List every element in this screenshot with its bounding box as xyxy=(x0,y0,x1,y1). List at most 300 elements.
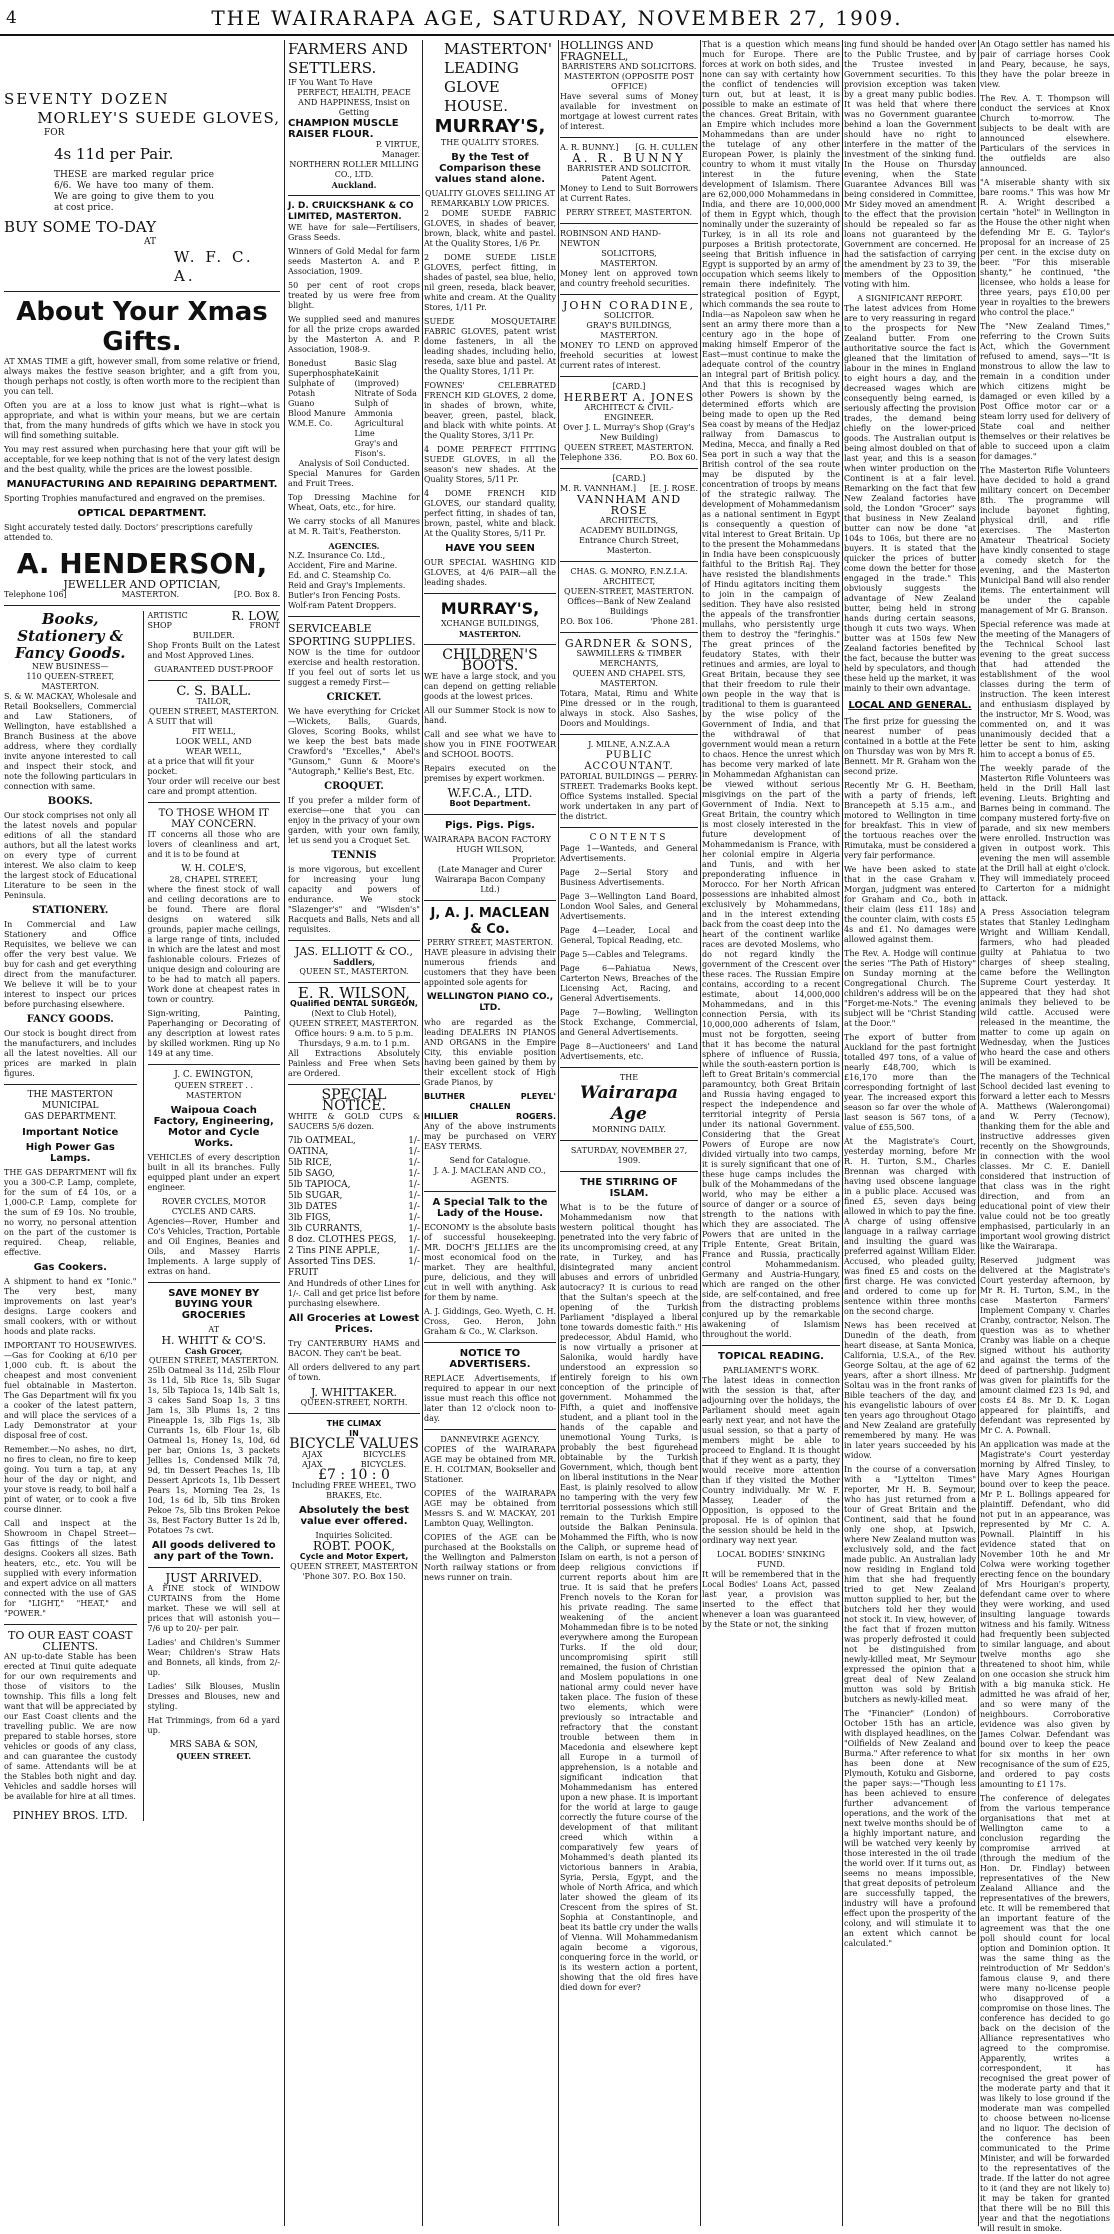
ball-addr: QUEEN STREET, MASTERTON. xyxy=(148,707,279,716)
morley-line2: MORLEY'S SUEDE GLOVES, xyxy=(37,109,280,127)
special-item xyxy=(288,1180,420,1191)
special-item xyxy=(288,1169,420,1180)
sinking-body-cont: ing fund should be handed over to the Public Trustee, and by the Trustee invested in Government securities. To this provision exception was taken by a great many public bodies. It was held that where there was no Government guarantee behind a loan the Government should have no right to interfere in the matter of the investment of the sinking fund. In the House on Thursday evening, when the State Guarantee Advances Bill was being considered in Committee, Mr Sidey moved an amendment to the effect that the provision should be repealed so far as loans not guaranteed by the Government are concerned. He had the satisfaction of carrying the amendment by 23 to 39, the members of the Opposition voting with him. xyxy=(844,40,976,289)
xmas-ad xyxy=(4,297,280,600)
glove-h1: MASTERTON' xyxy=(444,40,553,58)
special-item-name: 3lb FIGS, xyxy=(288,1213,331,1223)
parliament-body: The latest ideas in connection with the session is that, after adjourning over the holidays, the Parliament should meet again early next year, and not have the usual session, so that a party of members might be able to proceed to England. It is thought that if they went as a party, they would receive more attention than if they visited the Mother Country individually. Mr W. F. Massey, Leader of the Opposition, is opposed to the proposal. He is of opinion that the session should be held in the ordinary way next year. xyxy=(702,1376,840,1545)
column-1 xyxy=(4,40,280,2226)
fancy-body: Our stock is bought direct from the manufacturers, and includes all the latest novelties. All our prices are marked in plain figures. xyxy=(4,1029,137,1078)
boots-heading: CHILDREN'S BOOTS. xyxy=(442,647,538,674)
glove-seen: HAVE YOU SEEN xyxy=(445,543,535,554)
boots-name: W.F.C.A., LTD. xyxy=(447,786,533,800)
gas-call: Call and inspect at the Showroom in Chapel Street—Gas fittings of the latest designs. Cookers all sizes. Bath heaters, etc., etc. You will be supplied with every information and expert advice on all matters connected with the use of GAS for "LIGHT," "HEAT," and "POWER." xyxy=(4,1519,137,1618)
special-item-name: 3lb CURRANTS, xyxy=(288,1224,363,1234)
monro-phone: 'Phone 281. xyxy=(650,617,698,626)
pigs-name: HUGH WILSON, xyxy=(456,845,524,854)
special-item-price: 1/- xyxy=(408,1257,420,1267)
masthead2-the: THE xyxy=(619,1073,639,1082)
books-sub-body: Our stock comprises not only all the latest novels and popular editions of all the standard authors, but all the latest works on every type of current interest. We also claim to keep the largest stock of Educational Literature to be seen in the Peninsula. xyxy=(4,811,137,900)
local-item-13: The "New Zealand Times," referring to the Crown Suits Act, which the Government refused to amend, says—"It is monstrous to allow the law to remain in a condition under which citizens might be damaged or even killed by a Post Office motor car or a steam lorry used for delivery of State coal and neither themselves or their relatives be able to succeed upon a claim for damages." xyxy=(980,322,1110,461)
manures-left xyxy=(288,359,355,459)
manure-item: Blood Manure xyxy=(288,409,346,418)
jones-street: QUEEN STREET, MASTERTON. xyxy=(564,443,694,452)
local-item-16: The weekly parade of the Masterton Rifle Volunteers was held in the Drill Hall last evening. Lieuts. Brighting and Barnes being in command. The company mustered forty-five on parade, and six new members were enrolled. Instruction was given in outpost work. This evening the men will assemble at the Drill hall at eight o'clock. They will immediately proceed to Carterton for a midnight attack. xyxy=(980,764,1110,903)
special-footer3: Try CANTERBURY HAMS and BACON. They can't be beat. xyxy=(288,1339,420,1358)
column-6 xyxy=(844,40,976,2226)
local-item-21: The conference of delegates from the various temperance organisations that met at Wellington came to a conclusion regarding the compromise arrived at (through the medium of the Hon. Dr. Findlay) between representatives of the New Zealand Alliance and the representatives of the brewers, etc. It will be remembered that an important feature of the agreement was that the one poll should count for local option and Dominion option. It was the same thing as the reintroduction of Mr Seddon's famous clause 9, and there were many no-license people who disapproved of a compromise on those lines. The conference has decided to go back on the decision of the Alliance representatives who agreed to the compromise. Apparently, writes a correspondent, it has recognised the great power of the moderate party and that it was likely to lose ground if the moderate man was compelled to choose between no-license and no liquor. The decision of the conference has been communicated to the Prime Minister, and will be forwarded to the representatives of the trade. If the latter do not agree to it (and they are not likely to) it may be taken for granted that there will be no Bill this year and that the negotiations will result in smoke. xyxy=(980,1794,1110,2233)
books-heading: Books, Stationery & Fancy Goods. xyxy=(14,610,126,662)
boots-body1: WE have a large stock, and you can depend on getting reliable goods at the lowest prices. xyxy=(424,672,556,701)
special-item xyxy=(288,1158,420,1169)
morley-buy: BUY SOME TO-DAY xyxy=(4,218,157,236)
contents-item: Page 2—Serial Story and Business Advertisements. xyxy=(560,868,698,887)
morley-line3: FOR xyxy=(44,128,65,138)
manure-item: Agricultural Lime xyxy=(354,419,404,438)
xmas-body2: Often you are at a loss to know just what is right—what is appropriate, and what is within your means, but we are certain that, from the many hundreds of gifts which we have in stock you will find something suitable. xyxy=(4,401,280,440)
contents-list xyxy=(560,844,698,1062)
special-footer1: And Hundreds of other Lines for 1/-. Call and get price list before purchasing elsewhere. xyxy=(288,1279,420,1308)
local-item-1: The first prize for guessing the nearest number of peas contained in a bottle at the Fete on Thursday was won by Mrs R. Bennett. Mr R. Graham won the second prize. xyxy=(844,717,976,776)
stationery-body: In Commercial and Law Stationery and Office Requisites, we believe we can offer the very best value. We buy for cash and get everything direct from the manufacturer. We believe it will be to your interest to inspect our prices before purchasing elsewhere. xyxy=(4,920,137,1009)
newspaper-title: THE WAIRARAPA AGE, SATURDAY, NOVEMBER 27, 1909. xyxy=(211,6,903,30)
sporting-heading: SERVICEABLE SPORTING SUPPLIES. xyxy=(288,622,416,648)
contents-item: Page 6—Pahiatua News, Carterton News, Breaches of the Licensing Act, Racing, and General Advertisements. xyxy=(560,964,698,1003)
glove-item: 2 DOME SUEDE FABRIC GLOVES, in shades of beaver, brown, black, white and pastel. At the Quality Stores, 1/6 Pr. xyxy=(424,209,556,248)
cole-addr: 28, CHAPEL STREET, xyxy=(169,875,258,884)
ball-order: Your order will receive our best care and prompt attention. xyxy=(147,777,280,796)
coradine-name: JOHN CORADINE, xyxy=(562,299,696,312)
maclean-addr: PERRY STREET, MASTERTON. xyxy=(426,938,554,947)
morley-shop: W. F. C. A. xyxy=(174,248,254,285)
masthead2-name: Wairarapa Age xyxy=(580,1083,678,1124)
farmers-sig2: Manager. xyxy=(381,150,420,159)
local-item-6: At the Magistrate's Court, yesterday morning, before Mr R. H. Turton, S.M., Charles Brennan was charged with having used obscene language in a public place. Accused was fined £5, seven days being allowed in which to pay the fine. A charge of using offensive language in a railway carriage and insulting the guard was preferred against William Elder. Accused, who pleaded guilty, was fined £5 and costs on the first charge. He was convicted and ordered to come up for sentence within three months on the second charge. xyxy=(844,1137,976,1316)
climax-ajax2: AJAX xyxy=(302,1460,323,1469)
maclean-pleyel: PLEYEL' xyxy=(520,1092,556,1101)
wilson-name: E. R. WILSON, xyxy=(297,984,411,1002)
talk-body: ECONOMY is the absolute basis of successful housekeeping. MR. DOCH'S JELLIES are the most economical food on the market. They are healthful, pure, delicious, and they will cut in well with anything. Ask for them by name. xyxy=(424,1223,556,1302)
east-name: PINHEY BROS. LTD. xyxy=(12,1809,128,1822)
monro-name: CHAS. G. MONRO, F.N.Z.I.A. xyxy=(570,567,688,576)
advertisers-heading: NOTICE TO ADVERTISERS. xyxy=(449,1348,531,1370)
jones-name: HERBERT A. JONES xyxy=(563,391,695,404)
vannam-trade: ARCHITECTS, xyxy=(599,516,659,525)
special-item-price: 1/- xyxy=(408,1224,420,1234)
henderson-box: [P.O. Box 8. xyxy=(234,590,280,599)
pook-name: ROBT. POOK, xyxy=(312,1539,396,1553)
manures-right xyxy=(355,359,421,459)
morley-ad xyxy=(4,40,280,286)
local-item-18: The managers of the Technical School decided last evening to forward a letter each to Messrs A. Matthews (Walerongomai) and W. Perry (Tecnow), thanking them for the able and instructive addresses given recently on the Showgrounds, in connection with the wool classes. Mr C. E. Daniell considered that instruction of that class was in the right direction, and from an educational point of view their value could not be too greatly emphasised, particularly in an important wool growing district like the Wairarapa. xyxy=(980,1072,1110,1251)
climax-heading: BICYCLE VALUES xyxy=(289,1436,419,1452)
climax-bicycles1: BICYCLES xyxy=(362,1450,406,1459)
glove-item: 4 DOME PERFECT FITTING SUEDE GLOVES, in all the season's new shades. At the Quality Stores, 5/11 Pr. xyxy=(424,445,556,484)
optical-body: Sight accurately tested daily. Doctors' prescriptions carefully attended to. xyxy=(4,523,253,542)
monro-trade: ARCHITECT, xyxy=(602,577,656,586)
robinson-trade: SOLICITORS, xyxy=(601,249,657,258)
whittaker-name: J. WHITTAKER. xyxy=(310,1386,398,1399)
glove-h3: GLOVE xyxy=(444,78,500,96)
gas-h2: MUNICIPAL xyxy=(42,1101,99,1111)
morley-at: AT xyxy=(144,237,157,247)
column-rule xyxy=(978,40,979,2226)
talk-agents: A. J. Giddings, Geo. Wyeth, C. H. Cross, Geo. Heron, John Graham & Co., W. Clarkson. xyxy=(424,1307,556,1336)
climax-incl: Including FREE WHEEL, TWO BRAKES, Etc. xyxy=(291,1481,417,1500)
ball-look: LOOK WELL, AND xyxy=(175,737,252,746)
elliott-trade: Saddlers, xyxy=(333,957,375,967)
special-item-name: 7lb OATMEAL, xyxy=(288,1136,356,1146)
saba-heading: JUST ARRIVED. xyxy=(165,1571,263,1585)
special-items-list xyxy=(288,1136,420,1279)
special-item xyxy=(288,1136,420,1147)
cruickshank-body12: Butler's Iron Fencing Posts. xyxy=(288,591,401,600)
glove-test: By the Test of Comparison these values stand alone. xyxy=(434,152,545,185)
east-heading: TO OUR EAST COAST CLIENTS. xyxy=(7,1629,133,1653)
special-item xyxy=(288,1224,420,1235)
local-item-19: Reserved judgment was delivered at the Magistrate's Court yesterday afternoon, by Mr R. H. Turton, S.M., in the case Masterton Farmers' Implement Company v. Charles Cranby, contractor, Nelson. The question was as to whether Cranby was liable on a cheque signed without his authority and against the terms of the deed of partnership. Judgment was given for plaintiffs for the amount claimed £23 1s 9d, and costs £4 8s. Mr D. K. Logan appeared for plaintiffs, and defendant was represented by Mr C. A. Pownall. xyxy=(980,1256,1110,1435)
low-name: R. LOW, xyxy=(231,609,280,623)
contents-item: Page 5—Cables and Telegrams. xyxy=(560,950,688,959)
cruickshank-body11: Reid and Gray's Implements. xyxy=(288,581,406,590)
cruickshank-body4: We supplied seed and manures for all the prize crops awarded by the Masterton A. and P. Association, 1908-9. xyxy=(288,315,420,354)
gardner-name: GARDNER & SONS, xyxy=(564,637,694,650)
special-item-price: 1/- xyxy=(408,1191,420,1201)
column-5 xyxy=(702,40,840,2226)
low-artistic: ARTISTIC xyxy=(147,611,188,620)
column-1-right xyxy=(143,611,281,1821)
local-item-17: A Press Association telegram states that Stanley Ledingham Wright and William Kendall, farmers, who had pleaded guilty at Pahiatua to two charges of sheep stealing, came before the Wellington Supreme Court yesterday. It appeared that they had shot animals they believed to be wild cattle. Accused were released in the meantime, the matter to come up again on Wednesday, when the Justices who heard the case and others will be examined. xyxy=(980,908,1110,1067)
low-shop: SHOP xyxy=(147,621,172,630)
henderson-town: MASTERTON. xyxy=(121,590,180,599)
pigs-late: (Late Manager and Curer Wairarapa Bacon Company Ltd.) xyxy=(434,865,546,894)
boots-body3: Call and see what we have to show you in FINE FOOTWEAR and SCHOOL BOOTS. xyxy=(424,730,556,759)
wilson-body: All Extractions Absolutely Painless and Free when Sets are Ordered. xyxy=(288,1049,420,1078)
special-item xyxy=(288,1213,420,1224)
morley-line1: SEVENTY DOZEN xyxy=(4,90,170,108)
report-heading: A SIGNIFICANT REPORT. xyxy=(857,294,963,303)
cole-body3: Sign-writing, Painting, Paperhanging or Decorating of any description at lowest rates by skilled workmen. Ring up No 149 at any time. xyxy=(147,1009,280,1058)
whitt-addr: QUEEN STREET, MASTERTON. xyxy=(148,1356,279,1365)
morley-body: THESE are marked regular price 6/6. We have too many of them. We are going to give them to you at cost price. xyxy=(54,170,214,213)
maclean-agents: AGENTS. xyxy=(470,1176,510,1185)
local-item-8: In the course of a conversation with a "Lyttelton Times" reporter, Mr H. B. Seymour, who has just returned from a tour of Great Britain and the Continent, said that he found only one shop, at Ipswich, where New Zealand mutton was exclusively sold, and the fact made public. An Australian lady now residing in England told him that she had frequently tried to get New Zealand mutton supplied to her, but the butchers told her they would not stock it. In view, however, of the fact that if frozen mutton was properly defrosted it could not be distinguished from newly-killed meat, Mr Seymour expressed the opinion that a great deal of New Zealand mutton was sold by British butchers as newly-killed meat. xyxy=(844,1465,976,1704)
dannevirke-body2: COPIES of the WAIRARAPA AGE may be obtained from Messrs S. and W. MACKAY, 201 Lambton Quay, Wellington. xyxy=(424,1489,556,1528)
column-rule xyxy=(700,40,701,2226)
wilson-near: (Next to Club Hotel), xyxy=(311,1009,397,1018)
special-item-name: 5lb RICE, xyxy=(288,1158,332,1168)
pook-phone: 'Phone 307. P.O. Box 150. xyxy=(302,1572,406,1581)
special-item xyxy=(288,1147,420,1158)
hollings-name: HOLLINGS AND FRAGNELL, xyxy=(560,39,654,63)
special-item-price: 1/- xyxy=(408,1147,420,1157)
croquet-heading: CROQUET. xyxy=(324,781,384,792)
vannam-name: VANNHAM AND ROSE xyxy=(576,493,682,517)
contents-item: Page 7—Bowling, Wellington Stock Exchange, Commercial, and General Advertisements. xyxy=(560,1008,698,1037)
manure-item: Sulphate of Potash xyxy=(288,379,335,398)
saba-name: MRS SABA & SON, xyxy=(169,1740,258,1750)
henderson-tel: Telephone 106] xyxy=(4,590,67,599)
maclean-name: J, A. J. MACLEAN & Co. xyxy=(430,906,550,937)
climax-ajax1: AJAX xyxy=(302,1450,323,1459)
milne-trade: PUBLIC ACCOUNTANT. xyxy=(584,750,674,772)
special-item-price: 1/- xyxy=(408,1180,420,1190)
parliament-heading: PARLIAMENT'S WORK. xyxy=(722,1366,820,1375)
column-4 xyxy=(560,40,698,2226)
gas-cookers-heading: Gas Cookers. xyxy=(33,1262,107,1273)
manure-item: W.M.E. Co. xyxy=(288,419,333,428)
farmers-product: CHAMPION MUSCLE RAISER FLOUR. xyxy=(288,118,399,140)
cricket-heading: CRICKET. xyxy=(326,692,382,703)
glove-murray: MURRAY'S, xyxy=(434,116,546,137)
ball-suit: A SUIT that will xyxy=(147,717,213,726)
local-item-10: An Otago settler has named his pair of carriage horses Cook and Peary, because, he says, they have the polar breeze in view. xyxy=(980,40,1110,89)
optical-heading: OPTICAL DEPARTMENT. xyxy=(77,508,207,519)
page-number: 4 xyxy=(6,8,17,28)
pigs-trade: Proprietor. xyxy=(512,855,556,864)
contents-heading: CONTENTS xyxy=(589,833,669,843)
ewington-body3: Agencies—Rover, Humber and Co's Vehicles, Traction, Portable and Oil Engines, Beanies and Oils, and Massey Harris Implements. A large supply of extras on hand. xyxy=(147,1217,280,1276)
local-item-4: The Rev. A. Hodge will continue the series "The Path of History" on Sunday morning at the Congregational Church. The children's address will be on the "Forget-me-Nots." The evening subject will be "Christ Standing at the Door." xyxy=(844,949,976,1028)
islam-heading: THE STIRRING OF ISLAM. xyxy=(580,1177,678,1199)
monro-offices: Offices—Bank of New Zealand Buildings xyxy=(567,597,691,616)
cruickshank-body1: WE have for sale—Fertilisers, Grass Seeds. xyxy=(288,223,420,242)
milne-body: PATORIAL BUILDINGS — PERRY-STREET. Trademarks Books kept. Office Systems installed. Special work undertaken in any part of the district. xyxy=(560,772,698,821)
maclean-hillier: HILLIER xyxy=(424,1112,459,1121)
maclean-sig: J. A. J. MACLEAN AND CO., xyxy=(434,1166,546,1175)
special-item-name: 2 Tins PINE APPLE, xyxy=(288,1246,380,1256)
farmers-sig1: P. VIRTUE, xyxy=(375,140,420,149)
xmas-body1: AT XMAS TIME a gift, however small, from some relative or friend, always makes the festive season brighter, and a gift from you, though perhaps not costly, is often worth more to the recipient than you can tell. xyxy=(4,357,280,396)
gas-important: IMPORTANT TO HOUSEWIVES.—Gas for Cooking at 6/10 per 1,000 cub. ft. is about the cheapest and most convenient fuel obtainable in Masterton. The Gas Department will fix you a cooker of the latest pattern, and will place the services of a Lady Demonstrator at your disposal free of cost. xyxy=(4,1341,137,1440)
special-item-name: 5lb SUGAR, xyxy=(288,1191,343,1201)
glove-stores: THE QUALITY STORES. xyxy=(440,138,540,147)
masthead xyxy=(0,0,1114,36)
boots-body4: Repairs executed on the premises by expert workmen. xyxy=(424,764,556,783)
elliott-addr: QUEEN ST., MASTERTON. xyxy=(299,967,409,976)
cruickshank-body5: Analysis of Soil Conducted. xyxy=(298,459,410,468)
contents-item: Page 3—Wellington Land Board, London Wool Sales, and General Advertisements. xyxy=(560,892,698,921)
cruickshank-body13: Wolf-ram Patent Droppers. xyxy=(288,601,397,610)
bunny-left: A. R. BUNNY.] xyxy=(560,143,619,152)
special-item-price: 1/- xyxy=(408,1235,420,1245)
climax-price: £7 : 10 : 0 xyxy=(318,1467,390,1483)
bunny-addr: PERRY STREET, MASTERTON. xyxy=(565,208,693,217)
farmers-co: NORTHERN ROLLER MILLING CO., LTD. xyxy=(289,160,419,179)
maclean-challen: CHALLEN xyxy=(469,1102,511,1111)
special-item xyxy=(288,1246,420,1257)
boots-dept: Boot Department. xyxy=(449,799,531,808)
dannevirke-heading: DANNEVIRKE AGENCY. xyxy=(440,1435,540,1444)
column-rule xyxy=(842,40,843,2226)
cruickshank-body2: Winners of Gold Medal for farm seeds Masterton A. and P. Association, 1909. xyxy=(288,247,420,276)
books-addr: 110 QUEEN-STREET, MASTERTON. xyxy=(26,672,115,691)
special-body: WHITE & GOLD CUPS & SAUCERS 5/6 dozen. xyxy=(288,1112,420,1131)
boots-body2: All our Summer Stock is now to hand. xyxy=(424,706,556,725)
manure-item: Gray's and Fison's. xyxy=(354,439,398,458)
cruickshank-body7: Top Dressing Machine for Wheat, Oats, etc., for hire. xyxy=(288,493,420,512)
glove-h4: HOUSE. xyxy=(444,97,509,115)
milne-name: J. MILNE, A.N.Z.A.A xyxy=(588,740,670,749)
pook-addr: QUEEN STREET, MASTERTON xyxy=(290,1562,418,1571)
islam-p2: That is a question which means much for Europe. There are forces at work on both sides, and none can say with certainty how the conflict of tendencies will turn out, but at least, it is possible to make an estimate of the chances. Great Britain, with an Empire which includes more Mohammedans than are under the tutelage of any other European Power, is plainly the country to whom it must vitally interest in the future development of Islamism. There are 62,000,000 Mohammedans in India, and there are 10,000,000 of them in Egypt which, though nominally under the suzerainty of Turkey, is in all its role and purposes a British protectorate, seeing that British influence in Egypt is supported by an army of occupation which seems likely to remain there indefinitely. The strategical position of Egypt, which commands the sea route to India—as Napoleon saw when he sent an army there more than a century ago in the hope of making himself Emperor of the East—must continue to make the adequate control of the country an integral part of British policy. And that this is recognised by other Powers is shown by the determined efforts which are being made to open up the Red Sea coast by means of the Hedjaz railway from Damascus to Medina, Mecca, and finally a Red Sea port in such a way that the British control of the sea route may be disputed by the concentration of troops by means of the strategic railway. The development of Mohammedanism as a national sentiment in Egypt is consequently a question of vital interest to Great Britain. Up to the present the Mohammedans in India have been conspicuously faithful to the British Raj. They have resisted the blandishments of Hindu agitators inciting them to join in the campaign of sedition. They have also resisted the appeals of the transfrontier mullahs, who persistently urge them to destroy the "feringhis." The great princes of the feudatory States, with their retinues and armies, are loyal to Great Britain, because they see that their freedom to rule their own people in the way that is traditional to them is guaranteed by the wise policy of the Government of India, and that the withdrawal of that government would mean a return to chaos. Hence the unrest which has become very marked of late in Mohammedan Afghanistan can be viewed without serious misgivings on the part of the Government of India. Next to Great Britain, the country which is most closely interested in the future development of Mohammedanism is France, with her colonial empire in Algeria and Tunis, and with her preponderating influence in Morocco. For her North African possessions are inhabited almost exclusively by Mohammedans, and in the interest extending back from the coast deep into the heart of the continent warlike races are devoted Moslems, who do not regard kindly the government of the Crescent over these races. The Russian Empire contains, according to a recent estimate, about 14,000,000 Mohammedans, and in this connection Persia, with its 10,000,000 adherents of Islam, must not be forgotten, seeing that it has become the natural sphere of influence of Russia, while the south-eastern portion is left to Great Britain's commercial paramountcy, both Great Britain and Russia having engaged to respect the independence and territorial integrity of Persia under its national Government. Considering that the Great Powers of Europe are now divided virtually into two camps, it is surely significant that one of these huge camps includes the bulk of the Mohammedans of the world, who may be either a source of danger or a source of strength to the nations with which they are associated. The Powers that are united in the Triple Entente, Great Britain, France and Russia, practically control Mohammedanism. Germany and Austria-Hungary, which are ranged on the other side, are self-contained, and free from the distracting problems conjured up by the remarkable awakening of Islamism throughout the world. xyxy=(702,40,840,1339)
column-3 xyxy=(424,40,556,2226)
special-item xyxy=(288,1235,420,1246)
fancy-heading: FANCY GOODS. xyxy=(26,1014,114,1025)
wilson-hours1: Office hours: 9 a.m. to 5 p.m. xyxy=(294,1029,414,1038)
henderson-trade: JEWELLER AND OPTICIAN, xyxy=(63,578,221,591)
mfg-body: Sporting Trophies manufactured and engraved on the premises. xyxy=(4,494,266,503)
manure-item: Bonedust xyxy=(288,359,327,368)
special-item-name: 5lb SAGO, xyxy=(288,1169,335,1179)
pigs-body: WAIRARAPA BACON FACTORY xyxy=(424,835,551,844)
gas-remember: Remember.—No ashes, no dirt, no fires to clean, no fire to keep going. You turn a tap, at any hour of the day or night, and your stove is ready, to boil half a pint of water, or to cook a five course dinner. xyxy=(4,1445,137,1514)
maclean-rogers: ROGERS. xyxy=(516,1112,556,1121)
coradine-addr: GRAY'S BUILDINGS, MASTERTON. xyxy=(586,321,672,340)
manure-item: Guano xyxy=(288,399,315,408)
glove-item: 4 DOME FRENCH KID GLOVES, our standard quality, perfect fitting, in shades of tan, brown, pastel, white and black. At the Quality Stores, 5/11 Pr. xyxy=(424,489,556,538)
henderson-name: A. HENDERSON, xyxy=(16,547,268,580)
morley-price: 4s 11d per Pair. xyxy=(54,145,174,163)
glove-h2: LEADING xyxy=(444,59,519,77)
books-new: NEW BUSINESS— xyxy=(31,662,109,671)
column-rule xyxy=(558,40,559,2226)
local-item-11: The Rev. A. T. Thompson will conduct the services at Knox Church to-morrow. The subjects to be dealt with are announced elsewhere. Particulars of the services in the outfields are also announced. xyxy=(980,94,1110,173)
cricket-body: We have everything for Cricket—Wickets, Balls, Guards, Gloves, Scoring Books, whilst we keep the best bats made Crawford's "Excelles," Abel's "Gunsom," Gunn & Moore's "Autograph," Kellie's Best, Etc. xyxy=(288,707,420,776)
elliott-name: JAS. ELLIOTT & CO., xyxy=(295,945,413,958)
hollings-trade: BARRISTERS AND SOLICITORS. xyxy=(561,62,697,71)
whitt-heading: SAVE MONEY BY BUYING YOUR GROCERIES xyxy=(168,1288,260,1321)
cole-body2: where the finest stock of wall and ceiling decorations are to be found. There are floral designs on watered silk grounds, papier mache ceilings, a large range of tints, included in which are the latest and most fashionable colours. Friezes of unique design and colouring are to be had to match all papers. Work done at cheapest rates in town or country. xyxy=(147,885,280,1004)
special-item-name: 8 doz. CLOTHES PEGS, xyxy=(288,1235,397,1245)
column-rule xyxy=(284,40,285,2226)
local-item-2: Recently Mr G. H. Beetham, with a party of friends, left Brancepeth at 5.15 a.m., and motored to Wellington in time for breakfast. This in view of the tortuous reaches over the Rimutaka, must be considered a very fair performance. xyxy=(844,781,976,860)
climax-inquiries: Inquiries Solicited. xyxy=(315,1531,393,1540)
coradine-body: MONEY TO LEND on approved freehold securities at lowest current rates of interest. xyxy=(560,341,698,370)
dannevirke-body1: COPIES of the WAIRARAPA AGE may be obtained from MR. E. H. COLTMAN, Bookseller and Stationer. xyxy=(424,1445,556,1484)
manures-table xyxy=(288,359,420,459)
hollings-addr: MASTERTON (OPPOSITE POST OFFICE) xyxy=(563,72,695,91)
special-item-name: 5lb TAPIOCA, xyxy=(288,1180,351,1190)
books-body: S. & W. MACKAY, Wholesale and Retail Booksellers, Commercial and Law Stationers, of Wellington, have established a Branch Business at the above address, where they cordially invite anyone interested to call and inspect their stock, and note the following particulars in connection with same. xyxy=(4,692,137,791)
manure-item: Sulph of Ammonia xyxy=(354,399,393,418)
manure-item: Basic Slag xyxy=(354,359,397,368)
farmers-place: Auckland. xyxy=(331,180,377,190)
glove-item: 2 DOME SUEDE LISLE GLOVES, perfect fitting, in shades of pastel, sea blue, helio, nil green, reseda, black beaver, white and cream. At the Quality Stores, 1/11 Pr. xyxy=(424,253,556,312)
glove-items-list xyxy=(424,209,556,539)
tennis-body: is more vigorous, but excellent for increasing your lung capacity and powers of endurance. We stock "Slazenger's" and "Wisden's" Racquets and Balls, Nets and all requisites. xyxy=(288,865,420,934)
special-item-price: 1/- xyxy=(408,1169,420,1179)
cole-body1: IT concerns all those who are lovers of cleanliness and art, and it is to be found at xyxy=(147,830,280,859)
maclean-bluther: BLUTHER xyxy=(424,1092,466,1101)
low-front: FRONT xyxy=(249,621,280,630)
ball-name: C. S. BALL. xyxy=(176,684,252,699)
wilson-hours2: Thursdays, 9 a.m. to 1 p.m. xyxy=(298,1039,410,1048)
jones-box: P.O. Box 60. xyxy=(650,453,698,462)
vannam-left: M. R. VANNHAM.] xyxy=(560,484,637,493)
local-item-15: Special reference was made at the meeting of the Managers of the Technical School last evening to the great success that had attended the establishment of the wool classes during the term of instruction. The keen interest and enthusiasm displayed by the instructor, Mr S. Wood, was commented on, and it was unanimously decided that a letter be sent to him, asking him to accept a bonus of £5. xyxy=(980,620,1110,759)
maclean-body1: HAVE pleasure in advising their numerous friends and customers that they have been appointed sole agents for xyxy=(424,948,556,987)
sporting-body: NOW is the time for outdoor exercise and health restoration. If you feel out of sorts let us suggest a remedy First— xyxy=(288,648,420,687)
cruickshank-body9: N.Z. Insurance Co. Ltd., Accident, Fire and Marine. xyxy=(288,551,398,570)
special-item-price: 1/- xyxy=(408,1136,420,1146)
whitt-delivered: All goods delivered to any part of the Town. xyxy=(151,1540,276,1562)
monro-box: P.O. Box 106. xyxy=(560,617,614,626)
local-item-7: News has been received at Dunedin of the death, from heart disease, at Santa Monica, California, U.S.A., of the Rev. George Soltau, at the age of 62 years, after a short illness. Mr Soltau was in the front ranks of Bible teachers of the day, and his evangelistic labours of over ten years ago throughout Otago and New Zealand are gratefully remembered by many. He was in later years succeeded by his widow. xyxy=(844,1321,976,1460)
whitt-body: 25lb Oatmeal 3s 11d, 25lb Flour 3s 11d, 5lb Rice 1s, 5lb Sugar 1s, 5lb Tapioca 1s, 14lb Salt 1s, 3 cakes Sand Soap 1s, 3 tins Jam 1s, 3lb Plums 1s, 2 tins Pineapple 1s, 3lb Figs 1s, 3lb Currants 1s, 6lb Flour 1s, 6lb Oatmeal 1s, Honey 1s, 10d, 6d per bar, Onions 1s, 3 packets Jellies 1s, Condensed Milk 7d, 9d, tin Dessert Peaches 1s, 1lb Dessert Apricots 1s, 1lb Dessert Pears 1s, Morning Tea 2s, 1s 10d, 1s 6d lb, 5lb tins Broken Pekoe 7s, 5lb tins Broken Pekoe 3s, Best Factory Butter 1s 2d lb, Potatoes 7s cwt. xyxy=(147,1366,280,1535)
masthead2-sub: MORNING DAILY. xyxy=(592,1125,666,1134)
gas-h3: GAS DEPARTMENT. xyxy=(24,1112,117,1122)
farmers-heading: FARMERS AND SETTLERS. xyxy=(288,40,408,77)
column-7 xyxy=(980,40,1110,2233)
ball-trade: TAILOR, xyxy=(196,697,231,706)
maclean-body2: who are regarded as the leading DEALERS IN PIANOS AND ORGANS in the Empire City, this enviable position having been gained by them by their excellent stock of High Grade Pianos, by xyxy=(424,1018,556,1087)
special-item-price: 1/- xyxy=(408,1202,420,1212)
report-body: The latest advices from Home are to very reassuring in regard to the prospects for New Zealand butter. From one authoritative source the fact is gleaned that the limitation of labour in the mines in England to eight hours a day, and the decreased wages which are consequently being earned, is seriously affecting the provision trades, the demand being chiefly on the lower-priced goods. The Australian output is being almost doubled on that of last year, and this is a season when winter production on the Continent is at a fair level. Remarking on the fact that few New Zealand factories have sold, the London "Grocer" says that business in New Zealand butter can now be done "at 104s to 106s, but there are no buyers. It is stated that the quicker the prices of butter come down the better for those engaged in the trade." This obviously suggests the advantage of New Zealand butter, being held in strong hands during certain seasons, though it cuts two ways. When butter was at 150s few New Zealand factories benefited by the fact, because the butter was held by speculators, and though these held up the market, it was mainly to their own advantage. xyxy=(844,304,976,693)
local-item-9: The "Financier" (London) of October 15th has an article, with displayed headlines, on the "Oilfields of New Zealand and Burma." After reference to what has been done at New Plymouth, Kotuku and Gisborne, the paper says:—"Though less has been achieved to ensure further advancement of operations, and the work of the next twelve months should be of a highly important nature, and will be watched very keenly by those interested in the oil trade the world over. If it turns out, as seems no means impossible, that great deposits of petroleum are successfully tapped, the industry will have a profound effect upon the prosperity of the colony, and will stimulate it to an extent which cannot be calculated." xyxy=(844,1709,976,1948)
cruickshank-body3: 50 per cent of root crops treated by us were free from blight. xyxy=(288,281,420,310)
mfg-heading: MANUFACTURING AND REPAIRING DEPARTMENT. xyxy=(6,479,278,490)
special-item-price: 1/- xyxy=(408,1158,420,1168)
saba-body4: Hat Trimmings, from 6d a yard up. xyxy=(147,1716,280,1735)
farmers-body: PERFECT, HEALTH, PEACE AND HAPPINESS, Insist on Getting xyxy=(297,88,411,117)
dannevirke-body3: COPIES of the AGE can be purchased at the Bookstalls on the Wellington and Palmerston North railway stations or from news runner on train. xyxy=(424,1533,556,1582)
glove-quality: QUALITY GLOVES SELLING AT REMARKABLY LOW PRICES. xyxy=(425,189,555,208)
bunny-agent: Patent Agent. xyxy=(601,174,657,183)
ball-price: at a price that will fit your pocket. xyxy=(147,757,254,776)
column-1-left xyxy=(4,611,137,1821)
cruickshank-body8: We carry stocks of all Manures at M. R. Tait's, Featherston. xyxy=(288,517,420,536)
climax-in: IN xyxy=(349,1429,359,1438)
special-item xyxy=(288,1191,420,1202)
stationery-heading: STATIONERY. xyxy=(32,905,109,916)
special-item-price: 1/- xyxy=(408,1246,420,1256)
murrays2-name: MURRAY'S, xyxy=(440,599,540,618)
column-2 xyxy=(288,40,420,2226)
gardner-body: Totara, Matai, Rimu and White Pine dressed or in the rough, always in stock. Also Sashes, Doors and Mouldings. xyxy=(560,689,698,728)
climax-bicycles2: BICYCLES. xyxy=(360,1460,406,1469)
ball-fit: FIT WELL, xyxy=(191,727,236,736)
jones-tel: Telephone 336. xyxy=(560,453,623,462)
wilson-trade: Qualified DENTAL SURGEON, xyxy=(290,999,418,1008)
xmas-body3: You may rest assured when purchasing here that your gift will be acceptable, for we keep nothing that is not of the very latest design and the best quality, while the prices are the lowest possible. xyxy=(4,445,280,474)
wilson-addr: QUEEN STREET, MASTERTON. xyxy=(289,1019,419,1028)
bunny-trade: BARRISTER AND SOLICITOR. xyxy=(566,164,692,173)
gas-notice: Important Notice xyxy=(22,1127,119,1138)
low-body: Shop Fronts Built on the Latest and Most Approved Lines. xyxy=(147,641,280,660)
vannam-right: [E. J. ROSE. xyxy=(649,484,698,493)
farmers-intro: IF You Want To Have xyxy=(288,78,373,87)
gas-body: THE GAS DEPARTMENT will fix you a 300-C.P. Lamp, complete, for the sum of £4 10s, or a 1,000-C.P. Lamp, complete for the sum of £9 10s. No trouble, no worry, no personal attention on the part of the customer is required. Cheap, reliable, effective. xyxy=(4,1168,137,1257)
glove-special: OUR SPECIAL WASHING KID GLOVES, at 4/6 PAIR—all the leading shades. xyxy=(424,558,556,587)
ewington-addr: QUEEN STREET . . MASTERTON xyxy=(174,1081,254,1100)
ewington-body2: ROVER CYCLES, MOTOR CYCLES AND CARS. xyxy=(161,1197,266,1216)
bunny-name: A. R. BUNNY xyxy=(572,151,686,165)
robinson-name: ROBINSON AND HAND-NEWTON xyxy=(560,229,661,248)
bunny-right: [G. H. CULLEN xyxy=(635,143,698,152)
contents-item: Page 8—Auctioneers' and Land Advertisements, etc. xyxy=(560,1042,698,1061)
contents-item: Page 4—Leader, Local and General, Topical Reading, etc. xyxy=(560,926,698,945)
gardner-trade: SAWMILLERS & TIMBER MERCHANTS, xyxy=(576,649,682,668)
saba-body1: A FINE stock of WINDOW CURTAINS from the Home market. These we will sell at prices that will astonish you—7/6 up to 20/- per pair. xyxy=(147,1584,280,1633)
ewington-name: J. C. EWINGTON, xyxy=(174,1070,254,1080)
robinson-town: MASTERTON. xyxy=(600,259,658,268)
manure-item: Superphosphate xyxy=(288,369,355,378)
pigs-heading: Pigs. Pigs. Pigs. xyxy=(445,820,535,831)
cruickshank-name: J. D. CRUICKSHANK & CO LIMITED, MASTERTON. xyxy=(288,201,414,222)
maclean-cat: Send for Catalogue. xyxy=(449,1156,531,1165)
hollings-body: Have several sums of Money available for investment on mortgage at lowest current rates of interest. xyxy=(560,92,698,131)
